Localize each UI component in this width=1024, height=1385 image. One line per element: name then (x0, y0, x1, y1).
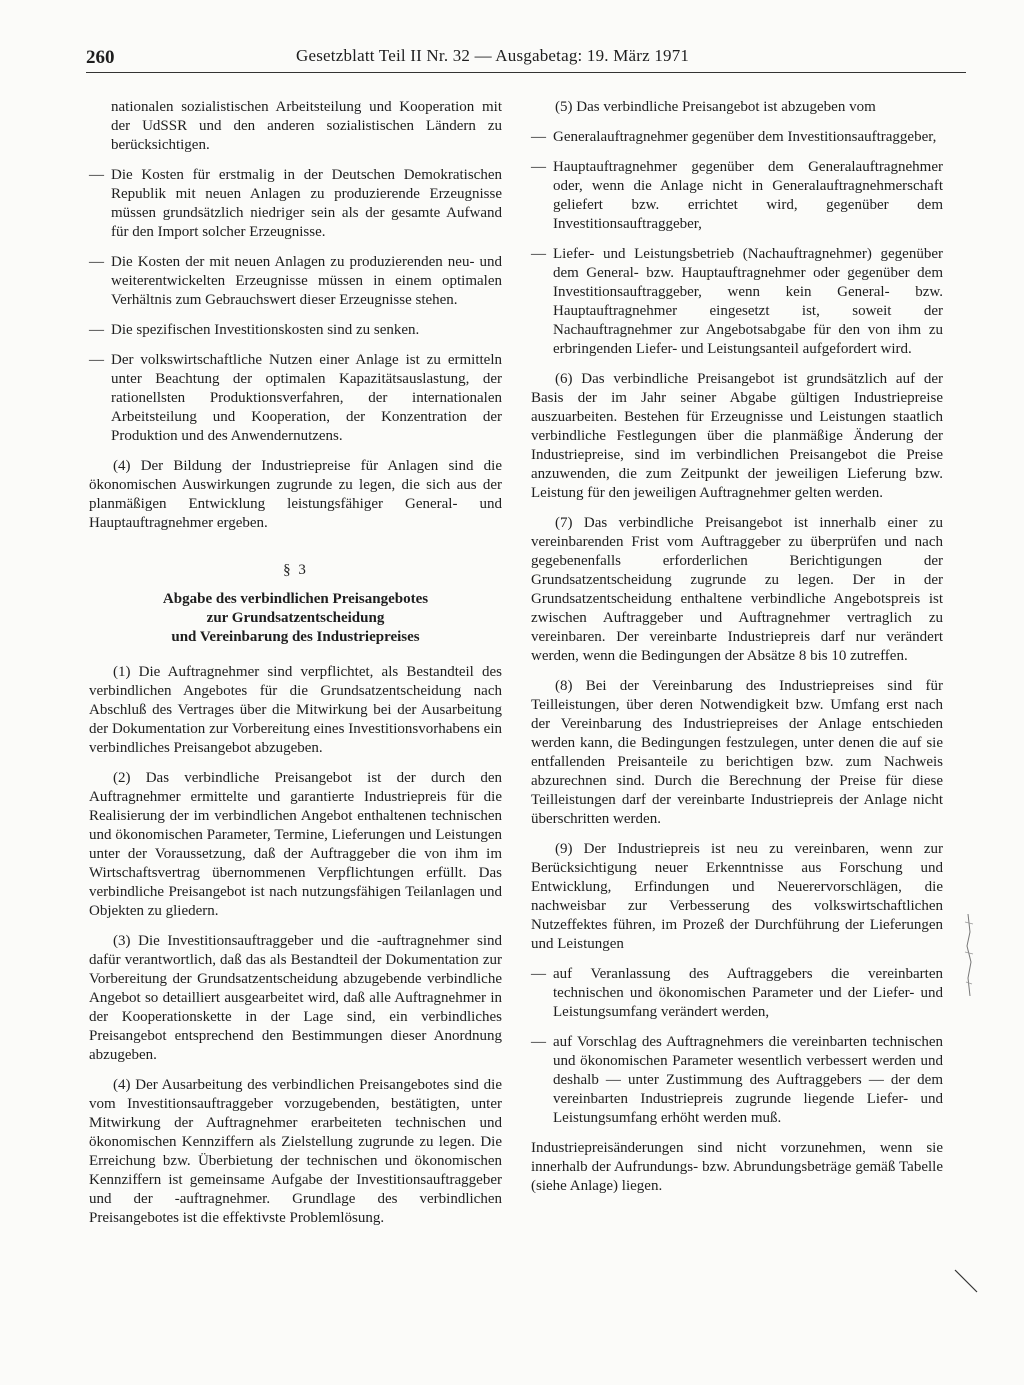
closing-paragraph: Industriepreisänderungen sind nicht vorzunehmen, wenn sie innerhalb der Aufrundungs- bzw. Abrundungsbeträge gemäß Tabelle (siehe Anlage) liegen. (531, 1140, 943, 1194)
section-heading-line-2: zur Grundsatzentscheidung (206, 610, 385, 626)
section-3-paragraph-9: (9) Der Industriepreis ist neu zu vereinbaren, wenn zur Berücksichtigung neuer Erkenntnisse aus Forschung und Entwicklung, Erfindungen und Neuerervorschlägen, die nachweisbar zur Verbesserung des volkswirtschaftlichen Nutzeffektes führen, im Prozeß der Durchführung der Lieferungen und Leistungen (531, 841, 943, 952)
dash-item-economic-benefit: — Der volkswirtschaftliche Nutzen einer Anlage ist zu ermitteln unter Beachtung der optimalen Kapazitätsauslastung, der rationellsten Produktionsverfahren, der internationalen Arbeitsteilung und Kooperation, der Konzentration der Produktion und des Anwendernutzens. (89, 351, 502, 446)
section-number: § 3 (283, 562, 308, 578)
dash-item-investment-costs: — Die spezifischen Investitionskosten sind zu senken. (89, 321, 502, 340)
left-column (89, 98, 502, 1239)
section-heading (89, 590, 502, 647)
dash-item-client-initiative: — auf Veranlassung des Auftraggebers die vereinbarten technischen und ökonomischen Parameter und der Liefer- und Leistungsumfang verändert werden, (531, 965, 943, 1022)
section-3-paragraph-7: (7) Das verbindliche Preisangebot ist innerhalb einer zu vereinbarenden Frist vom Auftraggeber zu überprüfen und nach gegebenenfalls erforderlichen Berichtigungen der Grundsatzentscheidung zugrunde zu legen. Der in der Grundsatzentscheidung enthaltene verbindliche Angebotspreis ist zwischen Auftraggeber und Auftragnehmer vertraglich zu vereinbaren. Der vereinbarte Industriepreis darf nur verändert werden, wenn die Bedingungen der Absätze 8 bis 10 zutreffen. (531, 515, 943, 664)
dash-item-value-ratio: — Die Kosten der mit neuen Anlagen zu produzierenden neu- und weiterentwickelten Erzeugnisse müssen in einem optimalen Verhältnis zum Gebrauchswert dieser Erzeugnisse stehen. (89, 253, 502, 310)
dash-item-supplier: — Liefer- und Leistungsbetrieb (Nachauftragnehmer) gegenüber dem General- bzw. Hauptauftragnehmer oder gegenüber dem Investitionsauftraggeber, wenn kein General- bzw. Hauptauftragnehmer eingesetzt ist, soweit der Nachauftragnehmer zur Angebotsabgabe für den von ihm zu erbringenden Liefer- und Leistungsanteil aufgefordert wird. (531, 245, 943, 359)
section-3-paragraph-5: (5) Das verbindliche Preisangebot ist abzugeben vom (555, 99, 876, 115)
section-3-paragraph-6: (6) Das verbindliche Preisangebot ist grundsätzlich auf der Basis der im Jahr seiner Abgabe gültigen Industriepreise auszuarbeiten. Bestehen für Erzeugnisse und Leistungen staatlich verbindliche Festlegungen über die planmäßige Änderung der Industriepreise, sind im verbindlichen Preisangebot die Preise anzuwenden, die zum Zeitpunkt der jeweiligen Lieferung bzw. Leistung für den jeweiligen Auftragnehmer gelten werden. (531, 371, 943, 501)
paragraph-4: (4) Der Bildung der Industriepreise für Anlagen sind die ökonomischen Auswirkungen zugrunde zu legen, die sich aus der planmäßigen Entwicklung leistungsfähiger General- und Hauptauftragnehmer ergeben. (89, 458, 502, 531)
section-3-paragraph-3: (3) Die Investitionsauftraggeber und die -auftragnehmer sind dafür verantwortlich, daß das als Bestandteil der Dokumentation zur Vorbereitung der Grundsatzentscheidung abzugebende verbindliche Angebot so detailliert ausgearbeitet wird, daß alle Auftragnehmer in der Kooperationskette in der Lage sind, ein verbindliches Preisangebot entsprechend den Bestimmungen dieser Anordnung abzugeben. (89, 933, 502, 1063)
dash-item-contractor-proposal: — auf Vorschlag des Auftragnehmers die vereinbarten technischen und ökonomischen Parameter wesentlich verbessert werden und deshalb — unter Zustimmung des Auftraggebers — der dem vereinbarten Industriepreis zugrunde liegende Liefer- und Leistungsumfang erhöht werden muß. (531, 1033, 943, 1128)
paragraph-continuation: nationalen sozialistischen Arbeitsteilung und Kooperation mit der UdSSR und den anderen sozialistischen Ländern zu berücksichtigen. (111, 99, 502, 153)
page-number: 260 (86, 47, 115, 68)
dash-item-import-costs: — Die Kosten für erstmalig in der Deutschen Demokratischen Republik mit neuen Anlagen zu produzierende Erzeugnisse müssen grundsätzlich niedriger sein als der gesamte Aufwand für den Import solcher Erzeugnisse. (89, 166, 502, 242)
right-column (531, 98, 943, 1207)
dash-item-main-contractor: — Hauptauftragnehmer gegenüber dem Generalauftragnehmer oder, wenn die Anlage nicht in Generalauftragnehmerschaft geliefert bzw. errichtet wird, gegenüber dem Investitionsauftraggeber, (531, 158, 943, 234)
pencil-stroke-icon (953, 1268, 979, 1294)
margin-scribble-icon (962, 912, 976, 998)
section-3-paragraph-1: (1) Die Auftragnehmer sind verpflichtet, als Bestandteil des verbindlichen Angebotes für die Grundsatzentscheidung nach Abschluß des Vertrages über die Mitwirkung bei der Ausarbeitung der Dokumentation zur Vorbereitung eines Investitionsvorhabens ein verbindliches Preisangebot abzugeben. (89, 664, 502, 756)
section-3-paragraph-2: (2) Das verbindliche Preisangebot ist der durch den Auftragnehmer ermittelte und garantierte Industriepreis für die Realisierung der im verbindlichen Angebot enthaltenen technischen und ökonomischen Parameter, Termine, Lieferungen und Leistungen unter der Voraussetzung, daß der Auftraggeber die von ihm im Wirtschaftsvertrag übernommenen Verpflichtungen erfüllt. Das verbindliche Preisangebot ist nach nutzungsfähigen Teilanlagen und Objekten zu gliedern. (89, 770, 502, 919)
page-header (86, 44, 966, 73)
publication-title: Gesetzblatt Teil II Nr. 32 — Ausgabetag: 19. März 1971 (296, 46, 690, 65)
section-heading-line-1: Abgabe des verbindlichen Preisangebotes (162, 591, 429, 607)
dash-item-general-contractor: — Generalauftragnehmer gegenüber dem Investitionsauftraggeber, (531, 128, 943, 147)
section-3-paragraph-4: (4) Der Ausarbeitung des verbindlichen Preisangebotes sind die vom Investitionsauftraggeber vorzugebenden, bestätigten, unter Mitwirkung der Auftragnehmer erarbeiteten technischen und ökonomischen Kennziffern als Zielstellung zugrunde zu legen. Die Erreichung bzw. Überbietung der technischen und ökonomischen Kennziffern ist gemeinsame Aufgabe der Investitionsauftraggeber und der -auftragnehmer. Grundlage des verbindlichen Preisangebotes ist die effektivste Problemlösung. (89, 1077, 502, 1226)
section-3-paragraph-8: (8) Bei der Vereinbarung des Industriepreises sind für Teilleistungen, über deren Notwendigkeit bzw. Umfang erst nach der Vereinbarung des Industriepreises der Anlage entschieden werden kann, die Bedingungen festzulegen, unter denen die auf sie entfallenden Preisanteile zu berichtigen bzw. zum Nachweis abzurechnen sind. Durch die Berechnung der Preise für diese Teilleistungen darf der vereinbarte Industriepreis der Anlage nicht überschritten werden. (531, 678, 943, 827)
section-heading-line-3: und Vereinbarung des Industriepreises (171, 629, 420, 645)
